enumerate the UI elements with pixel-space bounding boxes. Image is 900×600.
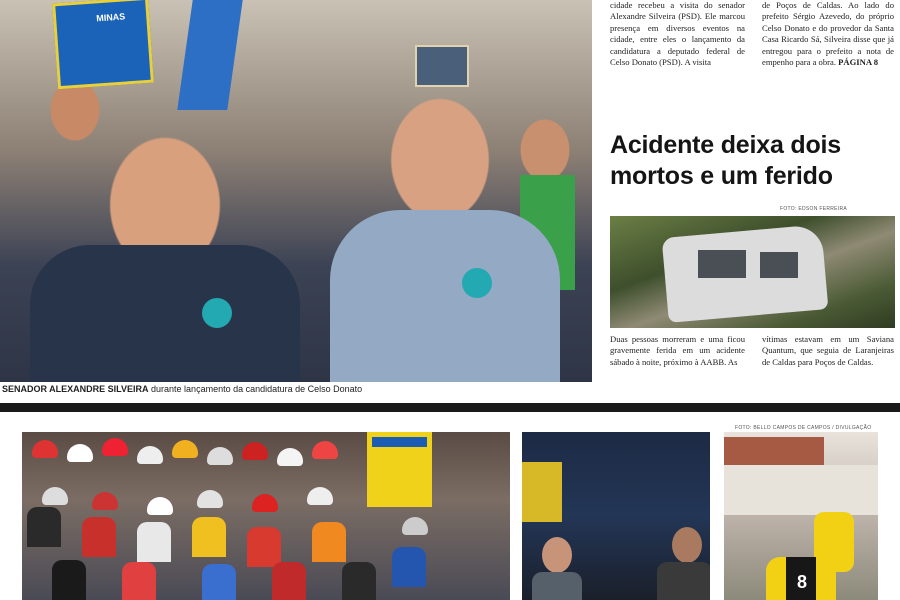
helmet	[137, 446, 163, 464]
section-divider	[0, 403, 900, 412]
rider	[342, 562, 376, 600]
helmet	[197, 490, 223, 508]
helmet	[92, 492, 118, 510]
building-wall	[724, 465, 878, 515]
rider	[122, 562, 156, 600]
story-column-2	[762, 0, 894, 68]
flag	[177, 0, 242, 110]
photo-credit: FOTO: BELLO CAMPOS DE CAMPOS / DIVULGAÇÃO	[735, 425, 872, 431]
rally-photo	[0, 0, 592, 382]
rider	[392, 547, 426, 587]
helmet	[312, 441, 338, 459]
helmet	[147, 497, 173, 515]
helmet	[307, 487, 333, 505]
person	[542, 537, 572, 573]
bike-race-photo	[22, 432, 510, 600]
car-window	[698, 250, 746, 278]
car-window	[760, 252, 798, 278]
rider	[247, 527, 281, 567]
helmet	[402, 517, 428, 535]
accident-column-1: Duas pessoas morreram e uma ficou gravemente ferida em um acidente sábado à noite, próximo à AABB. As	[610, 334, 745, 367]
photo-credit: FOTO: EDSON FERREIRA	[780, 206, 848, 212]
rider	[27, 507, 61, 547]
caption-text: durante lançamento da candidatura de Celso Donato	[151, 384, 363, 394]
rider	[137, 522, 171, 562]
page-reference: PÁGINA 8	[838, 57, 878, 68]
campaign-badge	[462, 268, 492, 298]
person	[672, 527, 702, 563]
helmet	[252, 494, 278, 512]
helmet	[277, 448, 303, 466]
helmet	[67, 444, 93, 462]
candidate-figure	[330, 210, 560, 382]
person-shirt	[657, 562, 710, 600]
caption-name: SENADOR ALEXANDRE SILVEIRA	[2, 384, 149, 394]
helmet	[242, 442, 268, 460]
held-sign	[415, 45, 469, 87]
event-banner-stripe	[372, 437, 427, 447]
rider	[202, 564, 236, 600]
helmet	[32, 440, 58, 458]
person-shirt	[532, 572, 582, 600]
helmet	[172, 440, 198, 458]
campaign-sign: MINAS	[52, 0, 154, 89]
accident-photo	[610, 216, 895, 328]
yellow-panel	[522, 462, 562, 522]
story-column-2-text: de Poços de Caldas. Ao lado do prefeito Sérgio Azevedo, do próprio Celso Donato e do provedor da Santa Casa Ricardo Sá, Silveira disse que já entregou para o prefeito a nota de empenho para a obra.	[762, 0, 894, 68]
campaign-badge	[202, 298, 232, 328]
rider	[312, 522, 346, 562]
rider	[192, 517, 226, 557]
accident-column-2: vítimas estavam em um Saviana Quantum, que seguia de Laranjeiras de Caldas para Poços de Caldas.	[762, 334, 894, 367]
team-celebration-photo	[724, 432, 878, 600]
rider	[82, 517, 116, 557]
helmet	[42, 487, 68, 505]
helmet	[102, 438, 128, 456]
rider	[52, 560, 86, 600]
jersey-number: 8	[797, 572, 808, 592]
roof	[724, 437, 824, 465]
senator-figure	[30, 245, 300, 382]
story-column-1: cidade recebeu a visita do senador Alexandre Silveira (PSD). Ele marcou presença em diversos eventos na cidade, entre eles o lançamento da candidatura a deputado federal de Celso Donato (PSD). A visita	[610, 0, 745, 68]
rider	[272, 562, 306, 600]
helmet	[207, 447, 233, 465]
photo-caption	[2, 384, 590, 394]
team-bus-photo	[522, 432, 710, 600]
accident-headline: Acidente deixa dois mortos e um ferido	[610, 131, 841, 190]
